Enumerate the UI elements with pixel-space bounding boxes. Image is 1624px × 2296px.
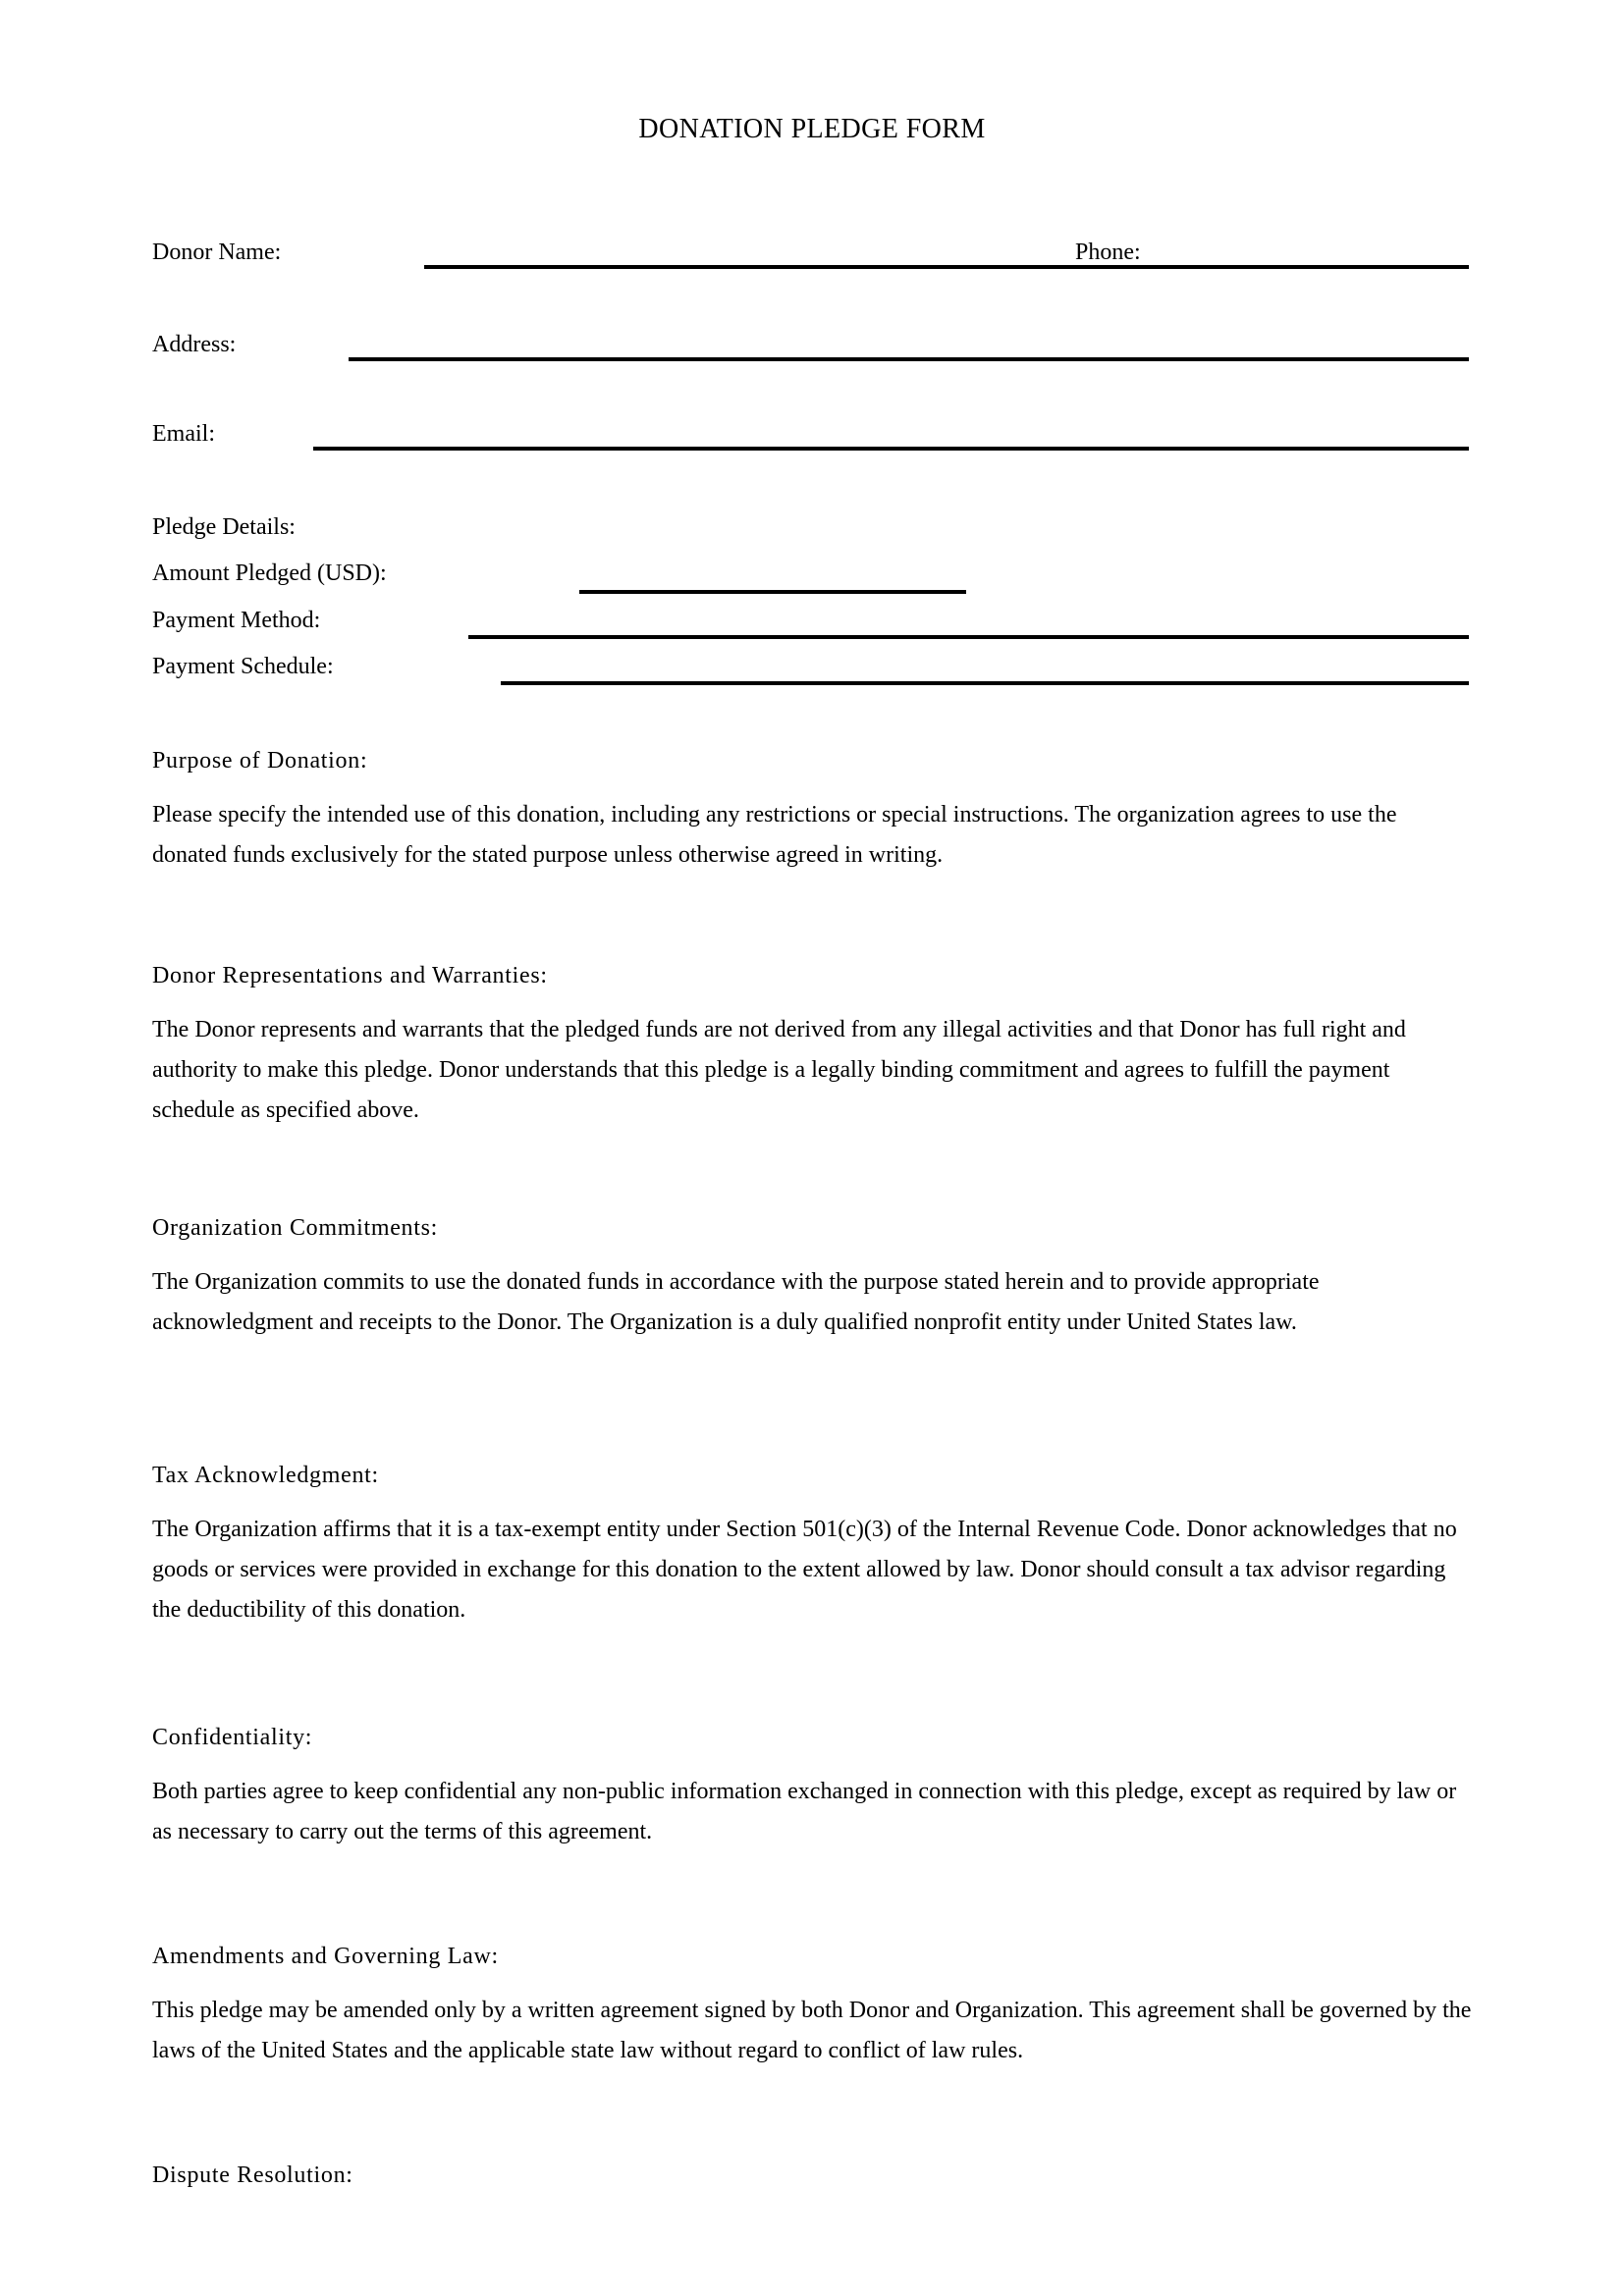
pledge-details-heading: Pledge Details: bbox=[152, 514, 296, 540]
donor-name-input-rule[interactable] bbox=[424, 265, 1469, 269]
address-input-rule[interactable] bbox=[349, 357, 1469, 361]
page-title: DONATION PLEDGE FORM bbox=[638, 114, 986, 144]
section-body-tax: The Organization affirms that it is a tax-exempt entity under Section 501(c)(3) of the Internal Revenue Code. Donor acknowledges that no goods or services were provided in exchange for this donation to the extent allowed by law. Donor should consult a tax advisor regarding the deductibility of this donation. bbox=[152, 1517, 1457, 1623]
section-heading-dispute: Dispute Resolution: bbox=[152, 2163, 353, 2188]
section-heading-purpose: Purpose of Donation: bbox=[152, 748, 368, 774]
section-heading-amendments: Amendments and Governing Law: bbox=[152, 1944, 499, 1969]
section-heading-organization: Organization Commitments: bbox=[152, 1215, 439, 1241]
section-body-confidentiality: Both parties agree to keep confidential any non-public information exchanged in connection with this pledge, except as required by law or as necessary to carry out the terms of this agreement. bbox=[152, 1779, 1457, 1844]
payment-method-input-rule[interactable] bbox=[468, 635, 1469, 639]
payment-method-label: Payment Method: bbox=[152, 608, 321, 633]
amount-pledged-label: Amount Pledged (USD): bbox=[152, 561, 387, 586]
section-heading-confidentiality: Confidentiality: bbox=[152, 1725, 313, 1750]
section-heading-representations: Donor Representations and Warranties: bbox=[152, 963, 548, 988]
address-label: Address: bbox=[152, 332, 237, 357]
amount-pledged-input-rule[interactable] bbox=[579, 590, 966, 594]
section-body-organization: The Organization commits to use the donated funds in accordance with the purpose stated herein and to provide appropriate acknowledgment and receipts to the Donor. The Organization is a duly qualified nonprofit entity under United States law. bbox=[152, 1269, 1320, 1335]
email-label: Email: bbox=[152, 421, 215, 447]
section-body-representations: The Donor represents and warrants that the pledged funds are not derived from any illegal activities and that Donor has full right and authority to make this pledge. Donor understands that this pledge is a legally binding commitment and agrees to fulfill the payment schedule as specified above. bbox=[152, 1017, 1406, 1123]
email-input-rule[interactable] bbox=[313, 447, 1469, 451]
phone-label: Phone: bbox=[1075, 240, 1141, 265]
section-body-purpose: Please specify the intended use of this donation, including any restrictions or special instructions. The organization agrees to use the donated funds exclusively for the stated purpose unless otherwise agreed in writing. bbox=[152, 802, 1397, 868]
section-body-amendments: This pledge may be amended only by a written agreement signed by both Donor and Organization. This agreement shall be governed by the laws of the United States and the applicable state law without regard to conflict of law rules. bbox=[152, 1998, 1472, 2063]
payment-schedule-label: Payment Schedule: bbox=[152, 654, 334, 679]
donor-name-label: Donor Name: bbox=[152, 240, 282, 265]
payment-schedule-input-rule[interactable] bbox=[501, 681, 1469, 685]
section-heading-tax: Tax Acknowledgment: bbox=[152, 1463, 379, 1488]
